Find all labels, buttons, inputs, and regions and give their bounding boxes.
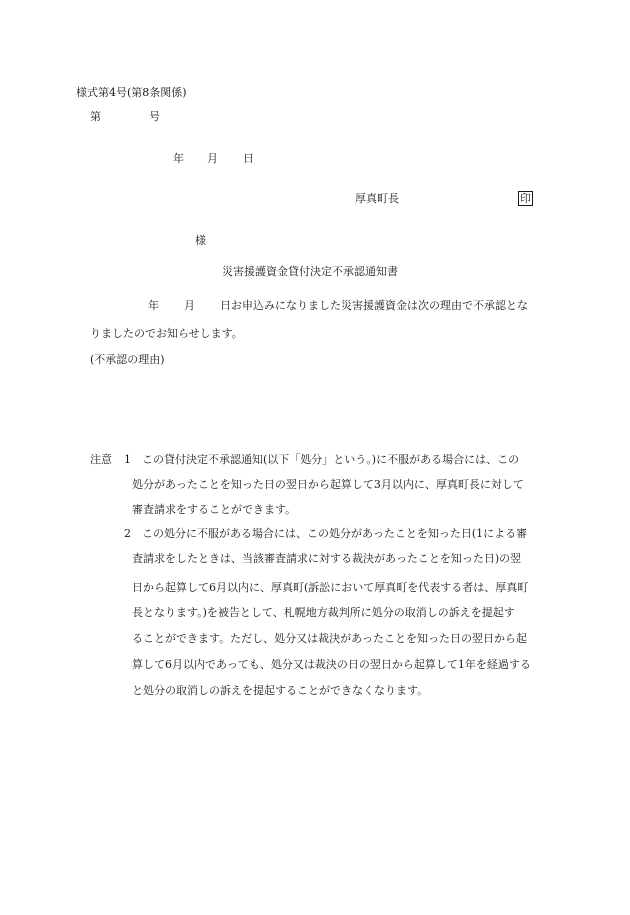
form-label: 様式第4号(第8条関係) <box>76 86 187 99</box>
issuer-name: 厚真町長 <box>355 192 399 205</box>
body-year: 年 <box>148 299 159 312</box>
body-line-2: りましたのでお知らせします。 <box>90 327 243 340</box>
note-2-line: ることができます。ただし、処分又は裁決があったことを知った日の翌日から起 <box>132 632 528 645</box>
addressee-suffix: 様 <box>195 234 206 247</box>
note-2-line: この処分に不服がある場合には、この処分があったことを知った日(1による審 <box>142 527 528 540</box>
note-1-line: 審査請求をすることができます。 <box>132 503 297 516</box>
number-suffix: 号 <box>149 110 160 123</box>
note-1-line: この貸付決定不承認通知(以下「処分」という。)に不服がある場合には、この <box>142 453 520 466</box>
seal-label: 印 <box>520 192 531 205</box>
note-1-number: 1 <box>124 453 131 466</box>
body-month: 月 <box>184 299 195 312</box>
date-day: 日 <box>243 152 254 165</box>
seal-mark <box>518 191 533 206</box>
date-year: 年 <box>173 152 184 165</box>
note-2-line: 算して6月以内であっても、処分又は裁決の日の翌日から起算して1年を経過する <box>132 658 531 671</box>
note-2-number: 2 <box>124 527 131 540</box>
date-month: 月 <box>207 152 218 165</box>
document-title: 災害援護資金貸付決定不承認通知書 <box>222 265 398 278</box>
note-2-line: 日から起算して6月以内に、厚真町(訴訟において厚真町を代表する者は、厚真町 <box>132 581 529 594</box>
number-prefix: 第 <box>90 110 101 123</box>
note-2-line: と処分の取消しの訴えを提起することができなくなります。 <box>132 684 429 697</box>
note-2-line: 長となります。)を被告として、札幌地方裁判所に処分の取消しの訴えを提起す <box>132 606 515 619</box>
note-2-line: 査請求をしたときは、当該審査請求に対する裁決があったことを知った日)の翌 <box>132 552 522 565</box>
note-1-line: 処分があったことを知った日の翌日から起算して3月以内に、厚真町長に対して <box>132 478 524 491</box>
reason-heading: (不承認の理由) <box>90 353 165 366</box>
body-line-1: 日お申込みになりました災害援護資金は次の理由で不承認とな <box>220 299 528 312</box>
notes-label: 注意 <box>90 453 112 466</box>
